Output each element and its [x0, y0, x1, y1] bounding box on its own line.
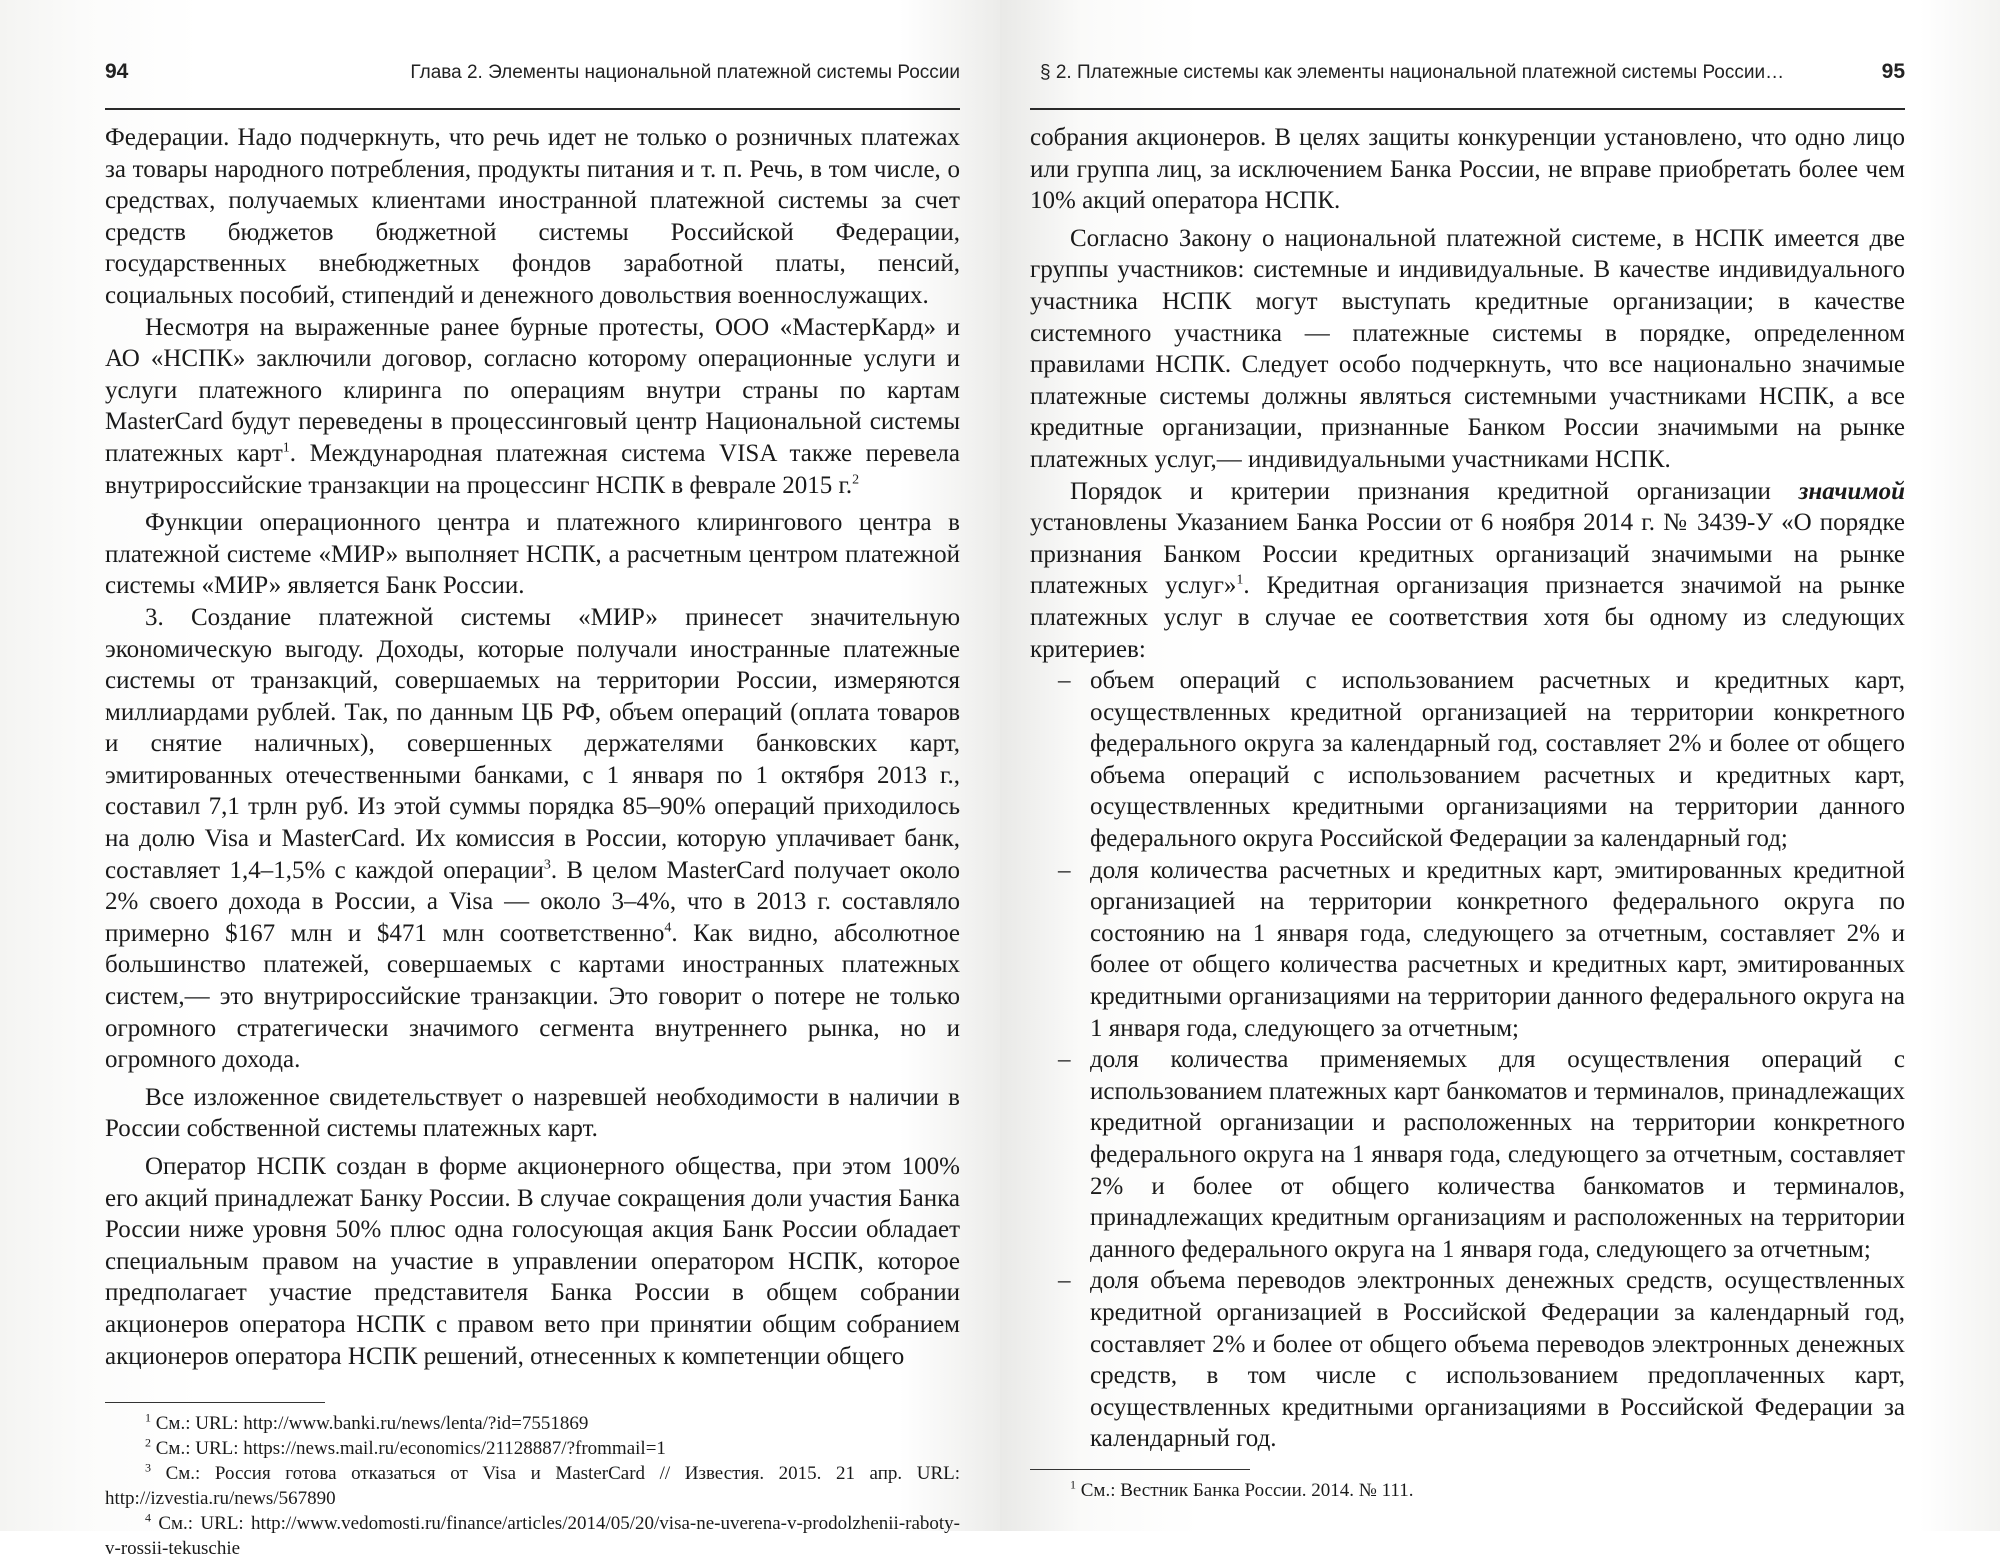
- left-running-head: [105, 58, 960, 110]
- left-paragraph-3: Функции операционного центра и платежного клирингового центра в платежной системе «МИР» выполняет НСПК, а расчетным центром платежной системы «МИР» является Банк России.: [105, 509, 960, 600]
- footnote-ref[interactable]: 2: [852, 472, 860, 488]
- list-item: – доля количества расчетных и кредитных карт, эмитированных кредитной организацией на территории конкретного федерального округа по состоянию на 1 января года, следующего за отчетным, составляет 2% и более от общего количества расчетных и кредитных карт, эмитированных кредитными организациями на территории данного федерального округа на 1 января года, следующего за отчетным;: [1058, 856, 1905, 1042]
- footnote: $^3$ См.: Россия готова отказаться от Visa и MasterCard // Известия. 2015. 21 апр. URL: http://izvestia.ru/news/567890: [105, 1460, 961, 1510]
- footnote: $^1$ См.: Вестник Банка России. 2014. № 111.: [1070, 1477, 1414, 1501]
- footnote-ref[interactable]: 3: [543, 857, 551, 873]
- footnote-ref[interactable]: 1: [282, 440, 290, 456]
- left-running-title: Глава 2. Элементы национальной платежной системы России: [410, 62, 960, 83]
- left-page-number: 94: [105, 60, 129, 83]
- left-body-text: [105, 122, 960, 1372]
- left-paragraph-6: Оператор НСПК создан в форме акционерного общества, при этом 100% его акций принадлежат Банку России. В случае сокращения доли участия Банка России ниже уровня 50% плюс одна голосующая акция Банк России обладает специальным правом на участие в управлении оператором НСПК, которое предполагает участие представителя Банка России в общем собрании акционеров оператора НСПК с правом вето при принятии общим собранием акционеров оператора НСПК решений, отнесенных к компетенции общего: [105, 1153, 960, 1370]
- left-paragraph-1: Федерации. Надо подчеркнуть, что речь идет не только о розничных платежах за товары народного потребления, продукты питания и т. п. Речь, в том числе, о средствах, получаемых клиентами иностранной платежной системы за счет средств бюджетов бюджетной системы Российской Федерации, государственных внебюджетных фондов заработной платы, пенсий, социальных пособий, стипендий и денежного довольствия военнослужащих.: [105, 124, 960, 309]
- footnote-ref[interactable]: 1: [1236, 572, 1244, 588]
- right-page: [1000, 0, 2000, 1531]
- list-item: – доля объема переводов электронных денежных средств, осуществленных кредитной организацией в Российской Федерации за календарный год, составляет 2% и более от общего объема переводов электронных денежных средств, в том числе с использованием предоплаченных карт, осуществленных кредитными организациями в Российской Федерации за календарный год.: [1058, 1267, 1905, 1453]
- right-footnotes: [1030, 1478, 1905, 1503]
- left-paragraph-2: Несмотря на выраженные ранее бурные протесты, ООО «МастерКард» и АО «НСПК» заключили договор, согласно которому операционные услуги и услуги платежного клиринга по операциям внутри страны по картам MasterCard будут переведены в процессинговый центр Национальной системы платежных карт$^1$. Международная платежная система VISA также перевела внутрироссийские транзакции на процессинг НСПК в феврале 2015 г.$^2$: [105, 313, 961, 499]
- left-page: [0, 0, 1000, 1560]
- footnote: $^2$ См.: URL: https://news.mail.ru/economics/21128887/?frommail=1: [145, 1435, 666, 1460]
- left-paragraph-4: 3. Создание платежной системы «МИР» принесет значительную экономическую выгоду. Доходы, которые получали иностранные платежные системы от транзакций, совершаемых на территории России, измеряются миллиардами рублей. Так, по данным ЦБ РФ, объем операций (оплата товаров и снятие наличных), совершенных держателями банковских карт, эмитированных отечественными банками, с 1 января по 1 октября 2013 г., составил 7,1 трлн руб. Из этой суммы порядка 85–90% операций приходилось на долю Visa и MasterCard. Их комиссия в России, которую уплачивает банк, составляет 1,4–1,5% с каждой операции$^3$. В целом MasterCard получает около 2% своего дохода в России, а Visa — около 3–4%, что в 2013 г. составляло примерно $167 млн и $471 млн соответственно$^4$. Как видно, абсолютное большинство платежей, совершаемых с картами иностранных платежных систем,— это внутрироссийские транзакции. Это говорит о потере не только огромного стратегически значимого сегмента внутреннего рынка, но и огромного дохода.: [105, 603, 960, 1074]
- criteria-list: [1030, 665, 1905, 1455]
- right-running-title: § 2. Платежные системы как элементы национальной платежной системы России…: [1040, 62, 1785, 83]
- left-paragraph-5: Все изложенное свидетельствует о назревшей необходимости в наличии в России собственной системы платежных карт.: [105, 1083, 960, 1143]
- right-paragraph-1: собрания акционеров. В целях защиты конкуренции установлено, что одно лицо или группа лиц, за исключением Банка России, не вправе приобретать более чем 10% акций оператора НСПК.: [1030, 124, 1905, 215]
- right-paragraph-3: Порядок и критерии признания кредитной организации значимой установлены Указанием Банка России от 6 ноября 2014 г. № 3439-У «О порядке признания Банком России кредитных организаций значимыми на рынке платежных услуг»$^1$. Кредитная организация признается значимой на рынке платежных услуг в случае ее соответствия хотя бы одному из следующих критериев:: [1030, 477, 1906, 663]
- list-item: – доля количества применяемых для осуществления операций с использованием платежных карт банкоматов и терминалов, принадлежащих кредитной организации и расположенных на территории конкретного федерального округа на 1 января года, следующего за отчетным, составляет 2% и более от общего количества банкоматов и терминалов, принадлежащих кредитным организациям и расположенных на территории данного федерального округа на 1 января года, следующего за отчетным;: [1058, 1046, 1905, 1263]
- right-running-head: [1030, 58, 1905, 110]
- left-footnotes: [105, 1411, 960, 1561]
- footnote: $^1$ См.: URL: http://www.banki.ru/news/lenta/?id=7551869: [145, 1410, 589, 1435]
- emphasis-term: значимой: [1798, 477, 1905, 505]
- right-paragraph-2: Согласно Закону о национальной платежной системе, в НСПК имеется две группы участников: системные и индивидуальные. В качестве индивидуального участника НСПК могут выступать кредитные организации; в качестве системного участника — платежные системы в порядке, определенном правилами НСПК. Следует особо подчеркнуть, что все национально значимые платежные системы должны являться системными участниками НСПК, а все кредитные организации, признанные Банком России значимыми на рынке платежных услуг,— индивидуальными участниками НСПК.: [1030, 224, 1905, 473]
- list-item: – объем операций с использованием расчетных и кредитных карт, осуществленных кредитной организацией на территории конкретного федерального округа за календарный год, составляет 2% и более от общего объема операций с использованием расчетных и кредитных карт, осуществленных кредитными организациями на территории данного федерального округа Российской Федерации за календарный год;: [1058, 667, 1905, 853]
- footnote: $^4$ См.: URL: http://www.vedomosti.ru/finance/articles/2014/05/20/visa-ne-uverena-v-prodolzhenii-raboty-v-rossii-tekuschie: [105, 1510, 961, 1560]
- right-page-number: 95: [1881, 60, 1905, 83]
- footnote-divider: [1030, 1469, 1250, 1470]
- footnote-ref[interactable]: 4: [664, 920, 672, 936]
- footnote-divider: [105, 1402, 325, 1403]
- right-body-text: [1030, 122, 1905, 1455]
